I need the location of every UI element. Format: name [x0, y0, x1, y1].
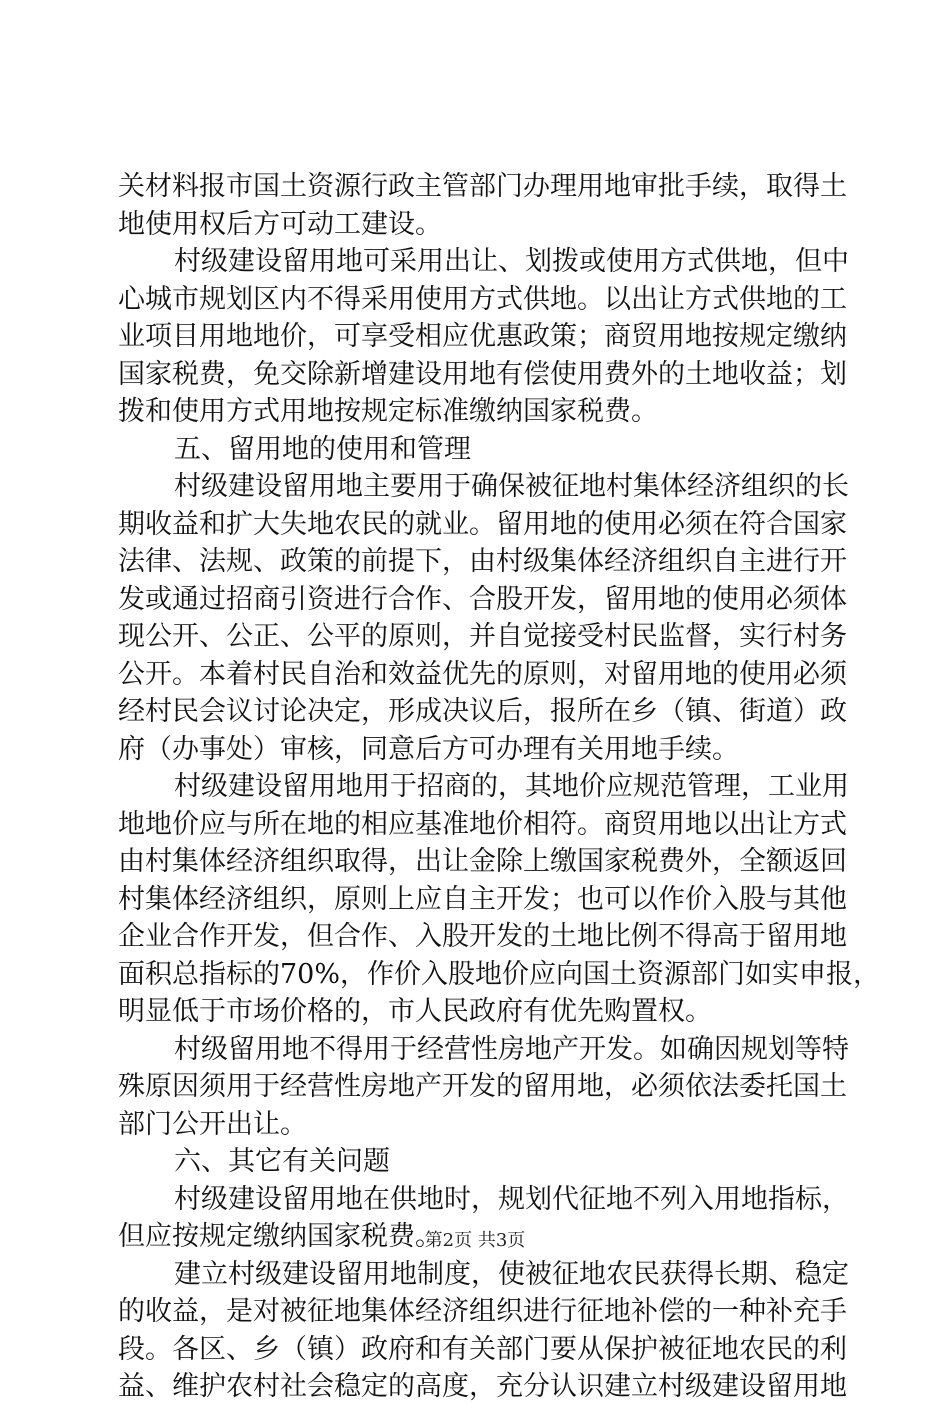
text-line: 建立村级建设留用地制度，使被征地农民获得长期、稳定: [174, 1258, 849, 1290]
text-line: 拨和使用方式用地按规定标准缴纳国家税费。: [118, 396, 658, 427]
text-line: 现公开、公正、公平的原则，并自觉接受村民监督，实行村务: [118, 621, 847, 652]
text-line: 村级建设留用地主要用于确保被征地村集体经济组织的长: [174, 471, 849, 502]
document-body: [118, 168, 881, 1406]
text-line: 公开。本着村民自治和效益优先的原则，对留用地的使用必须: [118, 658, 847, 690]
text-line: 地使用权后方可动工建设。: [118, 208, 442, 240]
text-line: 明显低于市场价格的，市人民政府有优先购置权。: [118, 996, 712, 1027]
text-line: 经村民会议讨论决定，形成决议后，报所在乡（镇、街道）政: [118, 696, 847, 727]
text-line: 面积总指标的70%，作价入股地价应向国土资源部门如实申报，: [118, 958, 881, 990]
text-line: 发或通过招商引资进行合作、合股开发，留用地的使用必须体: [118, 583, 847, 615]
text-line: 村级建设留用地可采用出让、划拨或使用方式供地，但中: [174, 246, 849, 277]
text-line: 村级建设留用地在供地时，规划代征地不列入用地指标，: [174, 1183, 849, 1215]
text-line: 村级建设留用地用于招商的，其地价应规范管理，工业用: [174, 771, 849, 802]
text-line: 段。各区、乡（镇）政府和有关部门要从保护被征地农民的利: [118, 1333, 847, 1365]
text-line: 殊原因须用于经营性房地产开发的留用地，必须依法委托国土: [118, 1071, 847, 1102]
text-line: 五、留用地的使用和管理: [174, 433, 471, 465]
text-line: 法律、法规、政策的前提下，由村级集体经济组织自主进行开: [118, 546, 847, 577]
text-line: 的收益，是对被征地集体经济组织进行征地补偿的一种补充手: [118, 1296, 847, 1327]
text-line: 由村集体经济组织取得，出让金除上缴国家税费外，全额返回: [118, 846, 847, 877]
text-line: 府（办事处）审核，同意后方可办理有关用地手续。: [118, 733, 739, 765]
page-footer: 第2页 共3页: [424, 1230, 526, 1251]
text-line: 业项目用地地价，可享受相应优惠政策；商贸用地按规定缴纳: [118, 321, 847, 352]
text-line: 期收益和扩大失地农民的就业。留用地的使用必须在符合国家: [118, 508, 847, 540]
text-line: 六、其它有关问题: [174, 1146, 390, 1177]
text-line: 部门公开出让。: [118, 1108, 307, 1140]
text-line: 心城市规划区内不得采用使用方式供地。以出让方式供地的工: [118, 283, 847, 315]
text-line: 地地价应与所在地的相应基准地价相符。商贸用地以出让方式: [118, 808, 847, 840]
text-line: 村级留用地不得用于经营性房地产开发。如确因规划等特: [174, 1033, 849, 1065]
text-line: 益、维护农村社会稳定的高度，充分认识建立村级建设留用地: [118, 1371, 847, 1402]
text-line: 关材料报市国土资源行政主管部门办理用地审批手续，取得土: [118, 171, 847, 202]
text-line: 企业合作开发，但合作、入股开发的土地比例不得高于留用地: [118, 921, 847, 952]
text-line: 国家税费，免交除新增建设用地有偿使用费外的土地收益；划: [118, 358, 847, 390]
text-line: 村集体经济组织，原则上应自主开发；也可以作价入股与其他: [118, 883, 847, 915]
text-line: 但应按规定缴纳国家税费。: [118, 1221, 442, 1252]
